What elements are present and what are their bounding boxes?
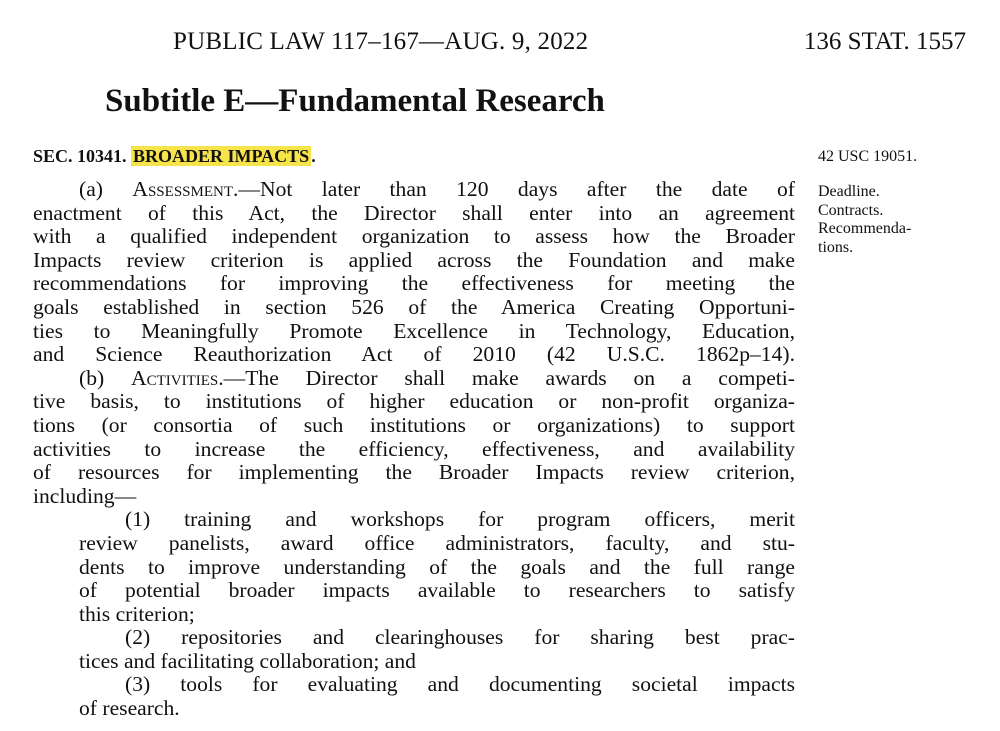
paragraph-a-line: Impacts review criterion is applied across the Foundation and make bbox=[33, 247, 795, 272]
paragraph-b-line: including— bbox=[33, 483, 137, 508]
paragraph-a-line: and Science Reauthorization Act of 2010 (42 U.S.C. 1862p–14). bbox=[33, 342, 795, 367]
paragraph-a-line: enactment of this Act, the Director shall enter into an agreement bbox=[33, 200, 795, 225]
item-3-line: (3) tools for evaluating and documenting societal impacts bbox=[125, 672, 795, 697]
running-header-stat: 136 STAT. 1557 bbox=[803, 28, 966, 55]
paragraph-b-line: tions (or consortia of such institutions or organizations) to support bbox=[33, 412, 795, 437]
paragraph-b-line bbox=[33, 367, 795, 391]
paragraph-b-line: tive basis, to institutions of higher education or non-profit organiza- bbox=[33, 389, 795, 414]
item-1-line: (1) training and workshops for program officers, merit bbox=[125, 507, 795, 532]
paragraph-b-line: of resources for implementing the Broader Impacts review criterion, bbox=[33, 460, 795, 485]
section-title-highlighted: BROADER IMPACTS bbox=[133, 146, 310, 166]
paragraph-a-label: (a) bbox=[79, 177, 133, 201]
usc-citation: 42 USC 19051. bbox=[818, 148, 918, 165]
item-1-line: of potential broader impacts available to researchers to satisfy bbox=[79, 578, 795, 603]
paragraph-b-line: activities to increase the efficiency, effectiveness, and availability bbox=[33, 436, 795, 461]
section-title-period: . bbox=[311, 146, 316, 166]
paragraph-a-line: goals established in section 526 of the America Creating Opportuni- bbox=[33, 294, 795, 319]
item-2-line: (2) repositories and clearinghouses for sharing best prac- bbox=[125, 625, 795, 650]
paragraph-a-line bbox=[33, 178, 795, 202]
margin-note: Deadline. bbox=[818, 183, 880, 200]
item-1-line: dents to improve understanding of the goals and the full range bbox=[79, 554, 795, 579]
margin-note: tions. bbox=[818, 238, 854, 256]
margin-note: Contracts. bbox=[818, 201, 884, 219]
running-header-law: PUBLIC LAW 117–167—AUG. 9, 2022 bbox=[173, 28, 589, 55]
paragraph-a-text: .—Not later than 120 days after the date of bbox=[233, 177, 795, 201]
paragraph-b-label: (b) bbox=[79, 365, 131, 390]
subtitle-heading: Subtitle E—Fundamental Research bbox=[105, 83, 605, 119]
paragraph-a-line: ties to Meaningfully Promote Excellence in Technology, Education, bbox=[33, 318, 795, 343]
item-1-line: this criterion; bbox=[79, 601, 195, 626]
margin-notes bbox=[818, 183, 911, 257]
section-heading bbox=[33, 146, 316, 167]
item-2-line: tices and facilitating collaboration; and bbox=[79, 648, 416, 673]
section-number: SEC. 10341. bbox=[33, 146, 127, 166]
paragraph-b-text: .—The Director shall make awards on a competi- bbox=[218, 365, 795, 390]
item-3-line: of research. bbox=[79, 696, 180, 721]
item-1-line: review panelists, award office administrators, faculty, and stu- bbox=[79, 530, 795, 555]
paragraph-b-heading: Activities bbox=[130, 365, 219, 390]
paragraph-a-line: recommendations for improving the effectiveness for meeting the bbox=[33, 271, 795, 296]
section-body bbox=[33, 178, 795, 721]
margin-note: Recommenda- bbox=[818, 220, 912, 237]
paragraph-a-heading: Assessment bbox=[132, 177, 233, 201]
paragraph-a-line: with a qualified independent organization to assess how the Broader bbox=[33, 224, 795, 249]
